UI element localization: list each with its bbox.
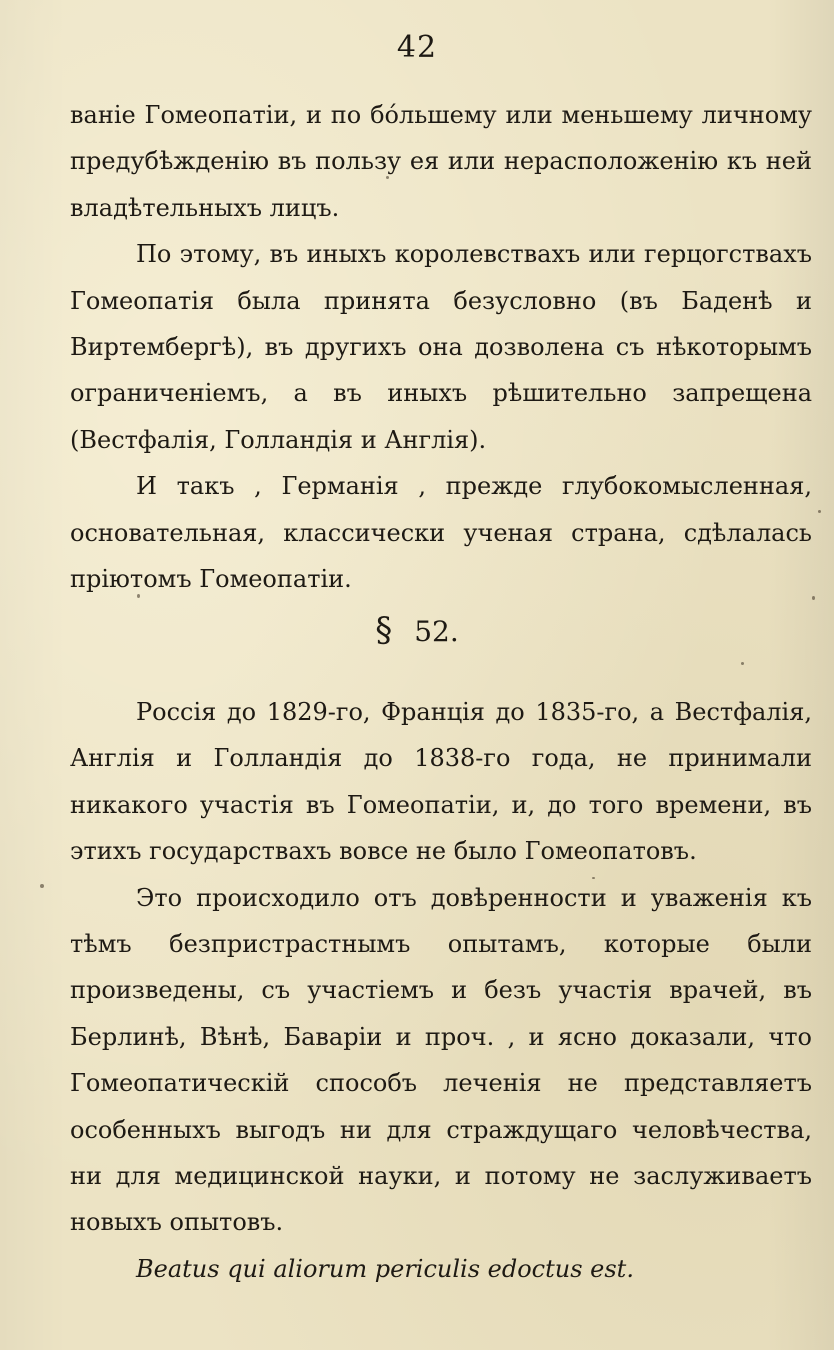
paragraph: И такъ , Германія , прежде глубокомысленная, основательная, классически ученая страна, сдѣлалась пріютомъ Гомеопатіи.	[70, 472, 812, 594]
section-sign: §	[375, 610, 393, 650]
paragraph: Это происходило отъ довѣренности и уваженія къ тѣмъ безпристрастнымъ опытамъ, которые были произведены, съ участіемъ и безъ участія врачей, въ Берлинѣ, Вѣнѣ, Баваріи и проч. , и ясно доказали, что Гомеопатическій способъ леченія не представляетъ особенныхъ выгодъ ни для страждущаго человѣчества, ни для медицинской науки, и потому не заслуживаетъ новыхъ опытовъ.	[70, 883, 812, 1237]
section-number: 52.	[414, 615, 459, 648]
paragraph: Россія до 1829-го, Франція до 1835-го, а Вестфалія, Англія и Голландія до 1838-го года, не принимали никакого участія въ Гомеопатіи, и, до того времени, въ этихъ государствахъ вовсе не было Гомеопатовъ.	[70, 698, 812, 866]
paragraph: По этому, въ иныхъ королевствахъ или герцогствахъ Гомеопатія была принята безусловно (въ Баденѣ и Виртембергѣ), въ другихъ она дозволена съ нѣкоторымъ ограниченіемъ, а въ иныхъ рѣшительно запрещена (Вестфалія, Голландія и Англія).	[70, 240, 812, 454]
paragraph: ваніе Гомеопатіи, и по бо́льшему или меньшему личному предубѣжденію въ пользу ея или нерасположенію къ ней владѣтельныхъ лицъ.	[70, 101, 812, 222]
latin-quote: Beatus qui aliorum periculis edoctus est.	[136, 1254, 634, 1283]
text-block-bottom	[70, 689, 812, 1292]
text-block-top	[70, 92, 812, 602]
section-heading	[0, 610, 834, 650]
page-number: 42	[396, 30, 438, 65]
